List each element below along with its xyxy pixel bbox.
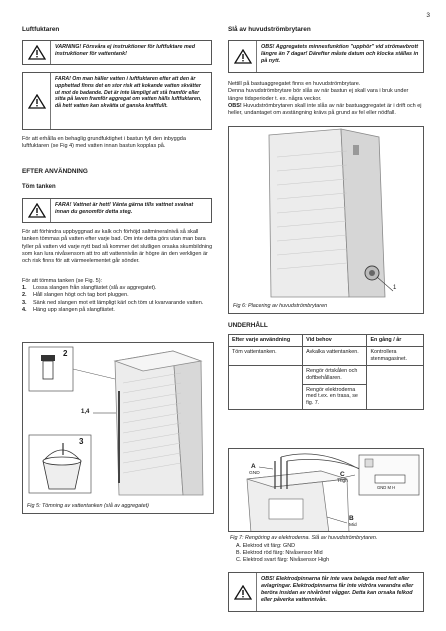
table-row (229, 346, 424, 365)
table-row (229, 365, 424, 384)
table-header-cell: En gång / år (367, 335, 424, 347)
figure-7-label-a: A (251, 463, 256, 470)
figure-5-label-2: 2 (63, 349, 68, 358)
danger-box-hot-water (22, 72, 212, 130)
figure-7-caption: Fig 7: Rengöring av elektroderna. Slå av huvudströmbrytaren. (230, 535, 378, 541)
table-header-row (229, 335, 424, 347)
danger-text: FARA! Vattnet är hett! Vänta gärna tills vattnet svalnat innan du genomför detta steg. (55, 202, 194, 216)
table-cell: Töm vattentanken. (229, 346, 303, 365)
maintenance-table (228, 334, 424, 410)
figure-7-electrodes (228, 448, 424, 532)
danger-box-hot-water-tank (22, 198, 212, 223)
maintenance-section-heading: UNDERHÅLL (228, 322, 268, 329)
figure-7-label-c: C (340, 471, 345, 478)
step-item: 4. Häng upp slangen på slangfästet. (22, 306, 115, 313)
electrode-legend (236, 543, 329, 564)
empty-tank-paragraph: För att förhindra uppbyggnad av kalk och förhöjd saltmineralnivå så skall tanken tömmas på vatten efter varje bad. Om inte detta görs utan man bara fyller på vatten vid varje nytt bad så kommer det slutligen orsaka skumbildning som kan lura nivåsensorn att tro att vattennivån är högre än den verkligen är och risk finns för att värmeelementet går sönder. (22, 229, 213, 264)
figure-7-label-b: B (349, 515, 354, 522)
table-cell (367, 365, 424, 384)
maintenance-table-wrapper (228, 334, 424, 410)
luftfuktaren-heading: Luftfuktaren (22, 26, 60, 33)
figure-6-main-switch (228, 126, 424, 314)
table-cell: Rengör örtskålen och doftbehållaren. (303, 365, 367, 384)
warning-triangle-icon (229, 41, 257, 72)
main-switch-info: Nettill på bastuaggregatet finns en huvudströmbrytare. Denna huvudströmbrytare bör slås av när bastun ej skall vara i bruk under längre tidsperioder t. ex. några veckor. OBS! Huvudströmbrytaren skall inte slås av när bastuaggregatet är i drift och ej heller, undantaget om avstängning krävs på grund av fel eller nödfall. (228, 81, 422, 116)
warning-triangle-icon (229, 573, 257, 611)
warning-triangle-icon (23, 41, 51, 64)
table-cell (367, 384, 424, 410)
table-header-cell: Vid behov (303, 335, 367, 347)
step-item: 3. Sänk ned slangen mot ett lämpligt kärl och töm ut kvarvarande vatten. (22, 299, 204, 306)
memory-notice-box (228, 40, 424, 73)
electrode-notice-text: OBS! Elektrodpinnarna får inte vara belagda med fett eller avlagringar. Elektrodpinnarna får inte vidröra varandra eller beröra insidan av nivåröret vågger. Detta kan orsaka felkod eller påverka vattennivån. (261, 576, 414, 604)
sauna-heater-illustration (23, 343, 214, 503)
figure-7-terminal-labels: GND M H (377, 485, 396, 490)
page-number: 3 (426, 12, 430, 19)
memory-notice-text: OBS! Aggregatets minnesfunktion "upphör" vid strömavbrott längre än 7 dagar! Därefter måste datum och klocka ställas in på nytt. (261, 44, 419, 65)
table-cell: Kontrollera stenmagasinet. (367, 346, 424, 365)
table-header-cell: Efter varje användning (229, 335, 303, 347)
legend-item-a: A. Elektrod vit färg: GND (236, 543, 296, 549)
empty-tank-subheading: Töm tanken (22, 184, 56, 190)
figure-5-tank-emptying (22, 342, 214, 514)
step-item: 1. Lossa slangen från slangfästet (slå av aggregatet). (22, 285, 157, 291)
figure-7-label-high: High (338, 479, 348, 484)
table-cell: Rengör elektroderna med t.ex. en trasa, se fig. 7. (303, 384, 367, 410)
warning-text: VARNING! Försvåra ej instruktioner för luftfuktare med instruktioner för vattentank! (55, 44, 196, 58)
legend-item-b: B. Elektrod röd färg: Nivåsensor Mid (236, 550, 323, 557)
main-switch-heading: Slå av huvudströmbrytaren (228, 26, 311, 33)
step-item: 2. Håll slangen högt och tag bort pluggen. (22, 292, 129, 299)
after-use-section-heading: EFTER ANVÄNDNING (22, 168, 88, 175)
figure-7-label-gnd: GND (249, 471, 260, 476)
legend-item-c: C. Elektrod svart färg: Nivåsensor High (236, 557, 330, 564)
figure-7-label-mid: Mid (349, 523, 357, 528)
electrode-notice-box (228, 572, 424, 612)
warning-triangle-icon (23, 73, 51, 129)
figure-6-caption: Fig 6: Placering av huvudströmbrytaren (233, 303, 328, 309)
figure-6-label-1: 1 (393, 285, 397, 291)
empty-tank-intro: För att tömma tanken (se Fig. 5): (22, 278, 103, 284)
figure-5-label-1-4: 1,4 (81, 409, 90, 415)
table-row (229, 384, 424, 410)
fill-humidifier-paragraph: För att erhålla en behaglig grundfuktighet i bastun fyll den inbyggda luftfuktaren (se Fig 4) med vatten innan bastun kopplas på. (22, 136, 186, 150)
electrode-illustration (229, 449, 424, 532)
figure-5-caption: Fig 5: Tömning av vattentanken (slå av aggregatet) (27, 503, 149, 509)
danger-text: FARA! Om man häller vatten i luftfuktaren efter att den är upphettad finns det en stor risk att kokande vatten skvätter ut mot de badande. Det är inte lämpligt att stå framför eller sitta på laven framför aggregat om vatten hälls luftfuktaren, då hett vatten kan skvätta ut ganska kraftfullt. (55, 76, 202, 109)
table-cell (229, 384, 303, 410)
warning-box-luftfuktare (22, 40, 212, 65)
warning-triangle-icon (23, 199, 51, 222)
figure-5-label-3: 3 (79, 437, 84, 446)
table-cell: Avkalka vattentanken. (303, 346, 367, 365)
heater-switch-illustration (229, 127, 424, 299)
table-cell (229, 365, 303, 384)
empty-tank-steps (22, 285, 216, 314)
